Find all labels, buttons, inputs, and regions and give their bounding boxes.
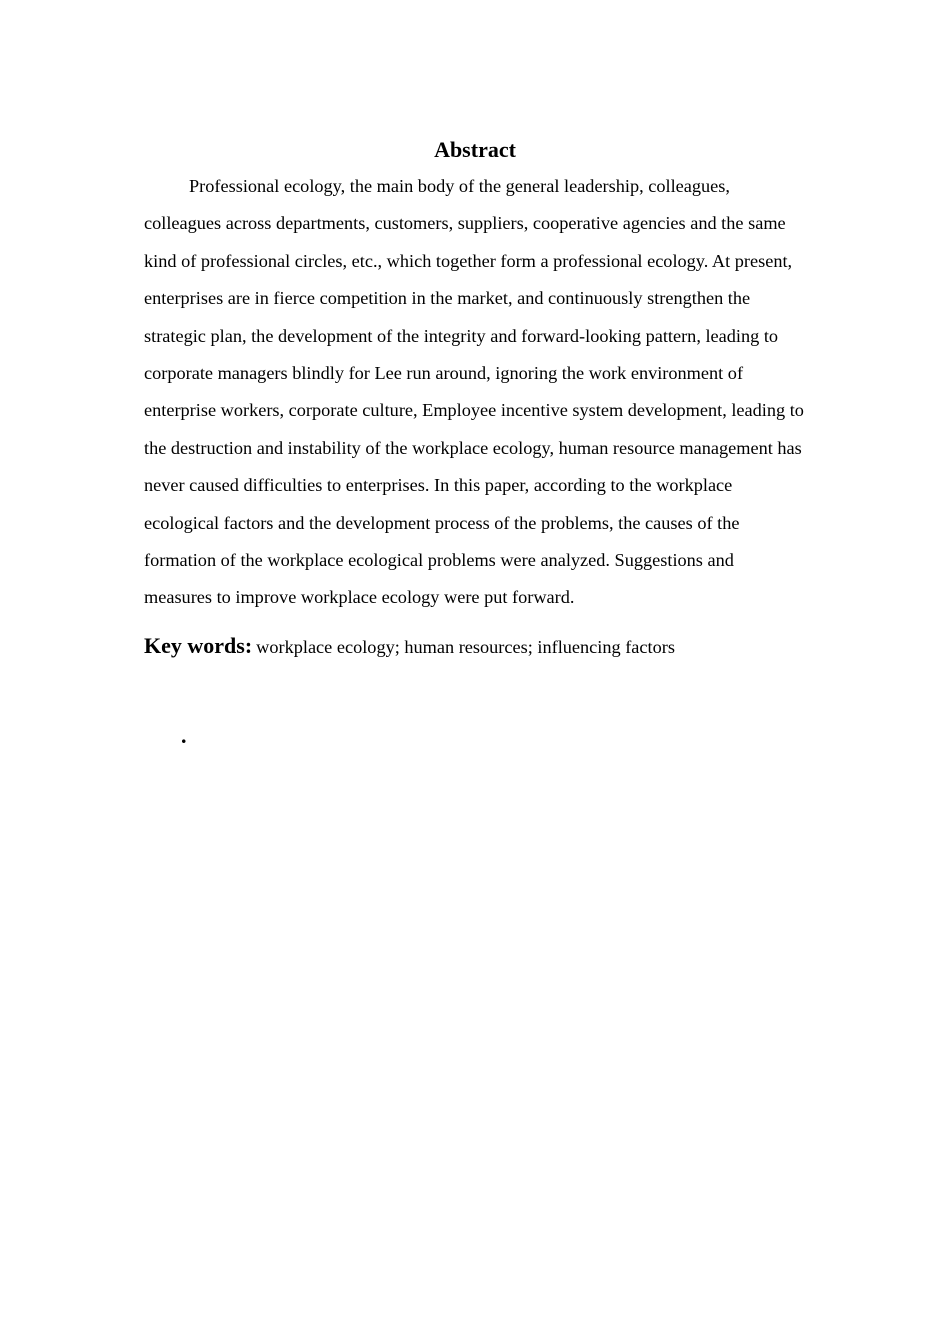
abstract-title: Abstract xyxy=(434,137,516,162)
keywords-label: Key words: xyxy=(144,633,253,658)
keywords-value: workplace ecology; human resources; influencing factors xyxy=(256,637,675,657)
keywords-line xyxy=(144,630,824,665)
abstract-paragraph: Professional ecology, the main body of the general leadership, colleagues, colleagues across departments, customers, suppliers, cooperative agencies and the same kind of professional circles, etc., which together form a professional ecology. At present, enterprises are in fierce competition in the market, and continuously strengthen the strategic plan, the development of the integrity and forward-looking pattern, leading to corporate managers blindly for Lee run around, ignoring the work environment of enterprise workers, corporate culture, Employee incentive system development, leading to the destruction and instability of the workplace ecology, human resource management has never caused difficulties to enterprises. In this paper, according to the workplace ecological factors and the development process of the problems, the causes of the formation of the workplace ecological problems were analyzed. Suggestions and measures to improve workplace ecology were put forward. xyxy=(144,176,804,608)
abstract-body xyxy=(144,168,806,617)
stray-dot: . xyxy=(181,723,187,748)
